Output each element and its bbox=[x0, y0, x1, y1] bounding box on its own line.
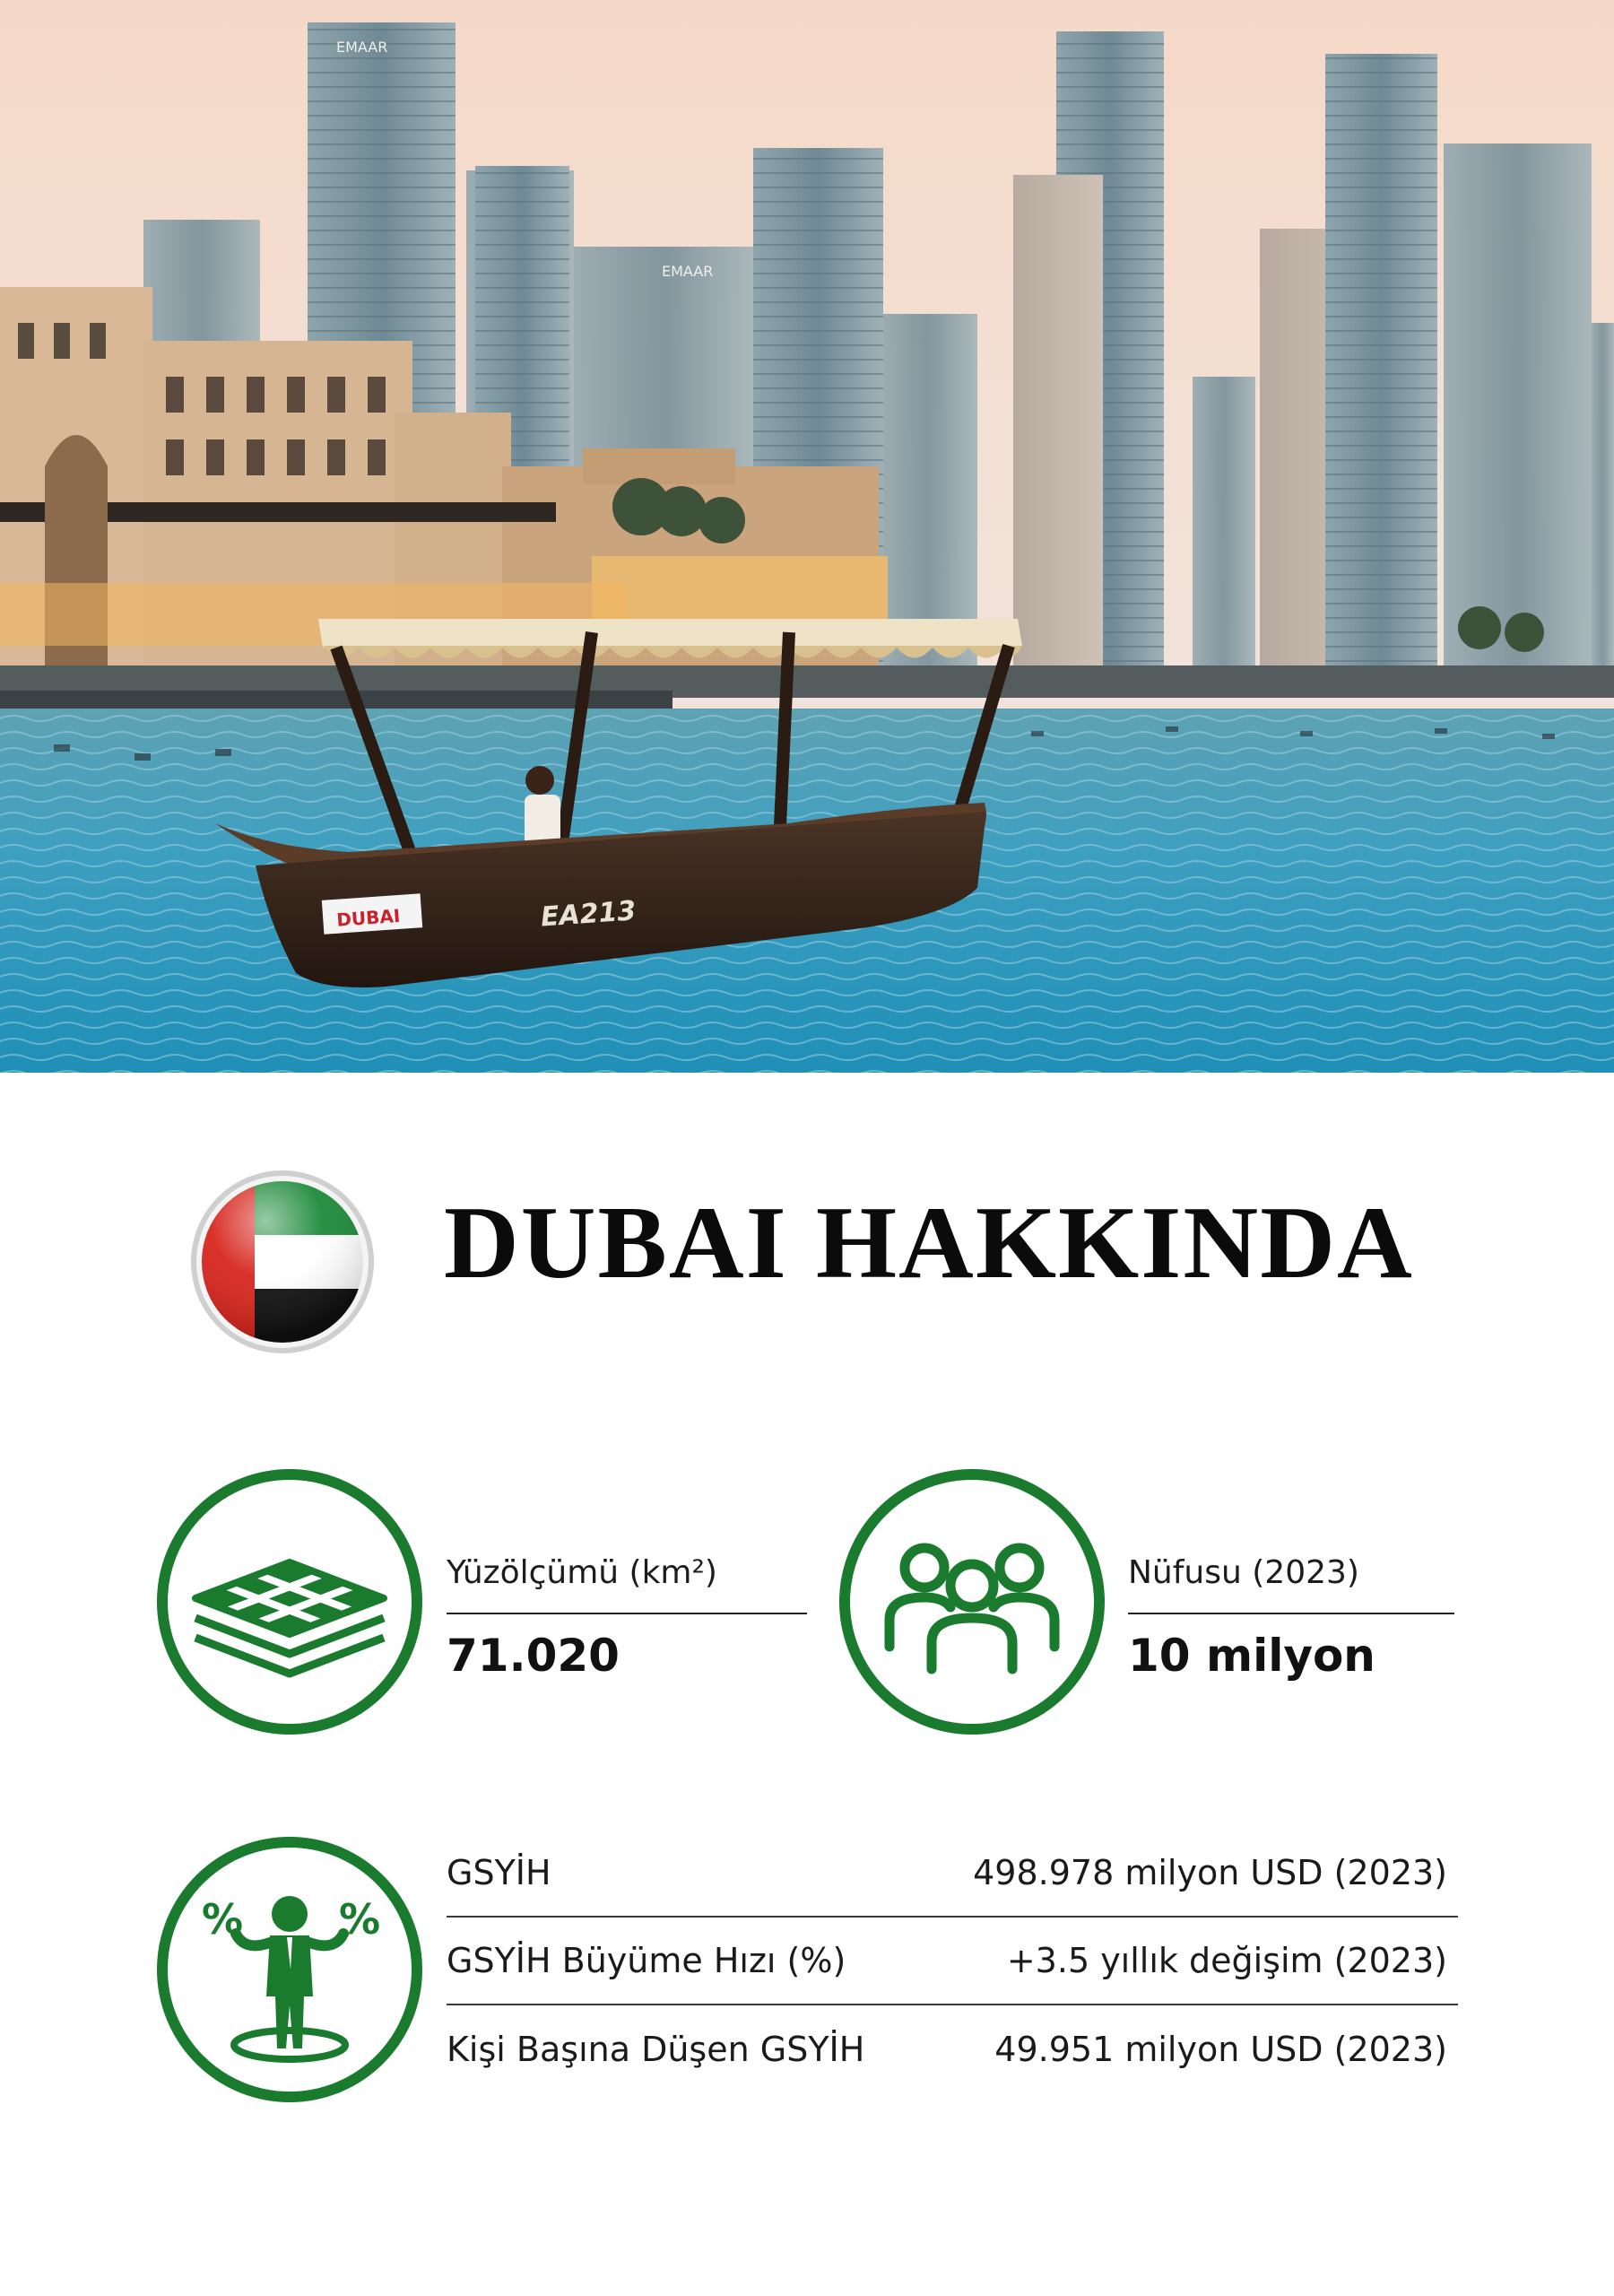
boat-code: EA213 bbox=[539, 895, 638, 934]
gdp-label: GSYİH bbox=[447, 1853, 551, 1892]
gdp-per-capita-value: 49.951 milyon USD (2023) bbox=[994, 2030, 1447, 2069]
svg-text:%: % bbox=[202, 1895, 244, 1944]
person-percent-icon bbox=[155, 1835, 424, 2108]
gdp-per-capita-row bbox=[447, 2005, 1458, 2093]
people-group-icon bbox=[837, 1467, 1106, 1740]
gdp-growth-label: GSYİH Büyüme Hızı (%) bbox=[447, 1941, 846, 1980]
population-label: Nüfusu (2023) bbox=[1128, 1554, 1359, 1591]
gdp-value: 498.978 milyon USD (2023) bbox=[973, 1853, 1447, 1892]
area-value: 71.020 bbox=[447, 1630, 620, 1682]
gdp-row bbox=[447, 1830, 1458, 1918]
emaar-sign: EMAAR bbox=[336, 39, 388, 56]
gdp-growth-value: +3.5 yıllık değişim (2023) bbox=[1006, 1941, 1447, 1980]
population-value: 10 milyon bbox=[1128, 1630, 1375, 1682]
emaar-sign-2: EMAAR bbox=[662, 263, 714, 280]
area-divider bbox=[447, 1613, 807, 1614]
hero-photo bbox=[0, 0, 1614, 1073]
gdp-growth-row bbox=[447, 1918, 1458, 2005]
page-title: DUBAI HAKKINDA bbox=[444, 1186, 1414, 1300]
economy-table bbox=[447, 1830, 1458, 2093]
map-grid-layers-icon bbox=[155, 1467, 424, 1740]
gdp-per-capita-label: Kişi Başına Düşen GSYİH bbox=[447, 2030, 865, 2069]
area-label: Yüzölçümü (km²) bbox=[447, 1554, 717, 1591]
boat-brand: DUBAI bbox=[335, 904, 402, 931]
uae-flag-icon bbox=[190, 1170, 375, 1354]
population-divider bbox=[1128, 1613, 1454, 1614]
svg-text:%: % bbox=[339, 1895, 381, 1944]
